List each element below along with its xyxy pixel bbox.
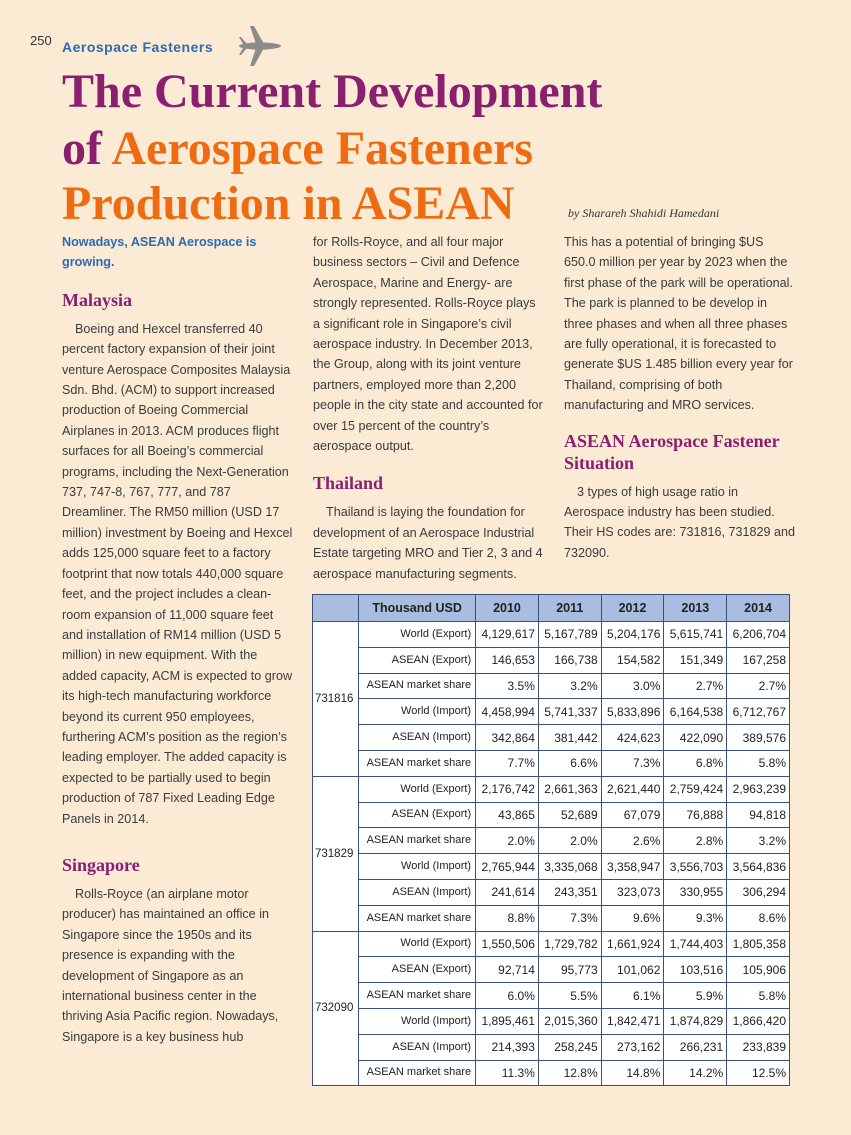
- value-cell: 2.6%: [601, 828, 664, 854]
- value-cell: 5,204,176: [601, 622, 664, 648]
- row-label-cell: World (Export): [359, 622, 476, 648]
- value-cell: 424,623: [601, 725, 664, 751]
- value-cell: 4,129,617: [476, 622, 539, 648]
- value-cell: 2,963,239: [727, 776, 790, 802]
- value-cell: 2.0%: [538, 828, 601, 854]
- table-row: [313, 750, 790, 776]
- value-cell: 95,773: [538, 957, 601, 983]
- hs-code-cell: 731816: [313, 622, 359, 777]
- value-cell: 5.8%: [727, 750, 790, 776]
- value-cell: 1,895,461: [476, 1008, 539, 1034]
- page-number: 250: [30, 33, 52, 48]
- table-row: [313, 905, 790, 931]
- table-row: [313, 879, 790, 905]
- value-cell: 6,164,538: [664, 699, 727, 725]
- value-cell: 2,176,742: [476, 776, 539, 802]
- value-cell: 233,839: [727, 1034, 790, 1060]
- row-label-cell: ASEAN (Import): [359, 879, 476, 905]
- value-cell: 2.0%: [476, 828, 539, 854]
- value-cell: 273,162: [601, 1034, 664, 1060]
- table-row: [313, 828, 790, 854]
- value-cell: 14.2%: [664, 1060, 727, 1086]
- value-cell: 5.9%: [664, 983, 727, 1009]
- value-cell: 214,393: [476, 1034, 539, 1060]
- value-cell: 3,556,703: [664, 854, 727, 880]
- value-cell: 92,714: [476, 957, 539, 983]
- header-cell-empty: [313, 595, 359, 622]
- value-cell: 2,759,424: [664, 776, 727, 802]
- section-label: Aerospace Fasteners: [62, 39, 214, 55]
- table-row: [313, 776, 790, 802]
- value-cell: 8.6%: [727, 905, 790, 931]
- row-label-cell: ASEAN (Import): [359, 725, 476, 751]
- column-2: [313, 232, 545, 584]
- value-cell: 7.3%: [601, 750, 664, 776]
- value-cell: 2,621,440: [601, 776, 664, 802]
- value-cell: 3.2%: [727, 828, 790, 854]
- value-cell: 2.7%: [727, 673, 790, 699]
- value-cell: 1,842,471: [601, 1008, 664, 1034]
- malaysia-paragraph: Boeing and Hexcel transferred 40 percent factory expansion of their joint venture Aerospace Composites Malaysia Sdn. Bhd. (ACM) to support increased production of Boeing Commercial Airplanes in 2013. ACM produces flight surfaces for all Boeing’s commercial programs, including the Next-Generation 737, 747-8, 767, 777, and 787 Dreamliner. The RM50 million (USD 17 million) investment by Boeing and Hexcel adds 125,000 square feet to a factory footprint that now totals 440,000 square feet, and the project includes a clean-room expansion of 11,000 square feet and installation of RM14 million (USD 5 million) in new equipment. With the added capacity, ACM is expected to grow its high-tech manufacturing workforce beyond its current 950 employees, furthering ACM’s position as the region’s leading employer. The added capacity is expected to be partially used to begin production of 787 Fixed Leading Edge Panels in 2014.: [62, 321, 293, 826]
- header-cell-year: 2014: [727, 595, 790, 622]
- value-cell: 12.5%: [727, 1060, 790, 1086]
- row-label-cell: ASEAN (Export): [359, 802, 476, 828]
- table-row: [313, 957, 790, 983]
- value-cell: 3,358,947: [601, 854, 664, 880]
- value-cell: 8.8%: [476, 905, 539, 931]
- value-cell: 241,614: [476, 879, 539, 905]
- value-cell: 167,258: [727, 647, 790, 673]
- value-cell: 67,079: [601, 802, 664, 828]
- value-cell: 11.3%: [476, 1060, 539, 1086]
- value-cell: 389,576: [727, 725, 790, 751]
- value-cell: 154,582: [601, 647, 664, 673]
- title-line-2: [62, 123, 533, 175]
- value-cell: 12.8%: [538, 1060, 601, 1086]
- value-cell: 2,765,944: [476, 854, 539, 880]
- value-cell: 94,818: [727, 802, 790, 828]
- row-label-cell: ASEAN market share: [359, 828, 476, 854]
- value-cell: 5,741,337: [538, 699, 601, 725]
- thailand-paragraph: Thailand is laying the foundation for development of an Aerospace Industrial Estate targeting MRO and Tier 2, 3 and 4 aerospace manufacturing segments.: [313, 505, 543, 581]
- rolls-royce-paragraph: for Rolls-Royce, and all four major business sectors – Civil and Defence Aerospace, Marine and Energy- are strongly represented. Rolls-Royce plays a significant role in Singapore’s civil aerospace industry. In December 2013, the Group, along with its joint venture partners, employed more than 2,200 people in the city state and accounted for over 15 percent of the country’s aerospace output.: [313, 235, 543, 454]
- asean-fastener-paragraph: 3 types of high usage ratio in Aerospace industry has been studied. Their HS codes are: 731816, 731829 and 732090.: [564, 484, 796, 560]
- airplane-icon: [238, 24, 284, 68]
- row-label-cell: ASEAN market share: [359, 983, 476, 1009]
- fastener-trade-table: [312, 594, 790, 1086]
- value-cell: 6.0%: [476, 983, 539, 1009]
- title-line-2-prefix: of: [62, 122, 112, 175]
- value-cell: 2.7%: [664, 673, 727, 699]
- value-cell: 306,294: [727, 879, 790, 905]
- value-cell: 2,661,363: [538, 776, 601, 802]
- value-cell: 4,458,994: [476, 699, 539, 725]
- value-cell: 6.8%: [664, 750, 727, 776]
- value-cell: 266,231: [664, 1034, 727, 1060]
- header-cell-unit: Thousand USD: [359, 595, 476, 622]
- value-cell: 6,712,767: [727, 699, 790, 725]
- row-label-cell: ASEAN (Export): [359, 957, 476, 983]
- value-cell: 9.3%: [664, 905, 727, 931]
- value-cell: 2,015,360: [538, 1008, 601, 1034]
- lead-paragraph: Nowadays, ASEAN Aerospace is growing.: [62, 235, 257, 270]
- column-1: [62, 232, 294, 1047]
- value-cell: 166,738: [538, 647, 601, 673]
- value-cell: 6,206,704: [727, 622, 790, 648]
- value-cell: 3,335,068: [538, 854, 601, 880]
- table-row: [313, 647, 790, 673]
- value-cell: 5.5%: [538, 983, 601, 1009]
- value-cell: 43,865: [476, 802, 539, 828]
- value-cell: 76,888: [664, 802, 727, 828]
- table-row: [313, 699, 790, 725]
- value-cell: 5,833,896: [601, 699, 664, 725]
- value-cell: 5,615,741: [664, 622, 727, 648]
- value-cell: 2.8%: [664, 828, 727, 854]
- hs-code-cell: 731829: [313, 776, 359, 931]
- malaysia-heading: Malaysia: [62, 289, 132, 310]
- singapore-paragraph: Rolls-Royce (an airplane motor producer) has maintained an office in Singapore since the 1950s and its presence is expanding with the development of Singapore as an international business center in the thriving Asia Pacific region. Nowadays, Singapore is a key business hub: [62, 886, 279, 1044]
- value-cell: 323,073: [601, 879, 664, 905]
- value-cell: 151,349: [664, 647, 727, 673]
- value-cell: 6.6%: [538, 750, 601, 776]
- table-row: [313, 983, 790, 1009]
- thailand-continued-paragraph: This has a potential of bringing $US 650.0 million per year by 2023 when the first phase of the park will be operational. The park is planned to be develop in three phases and when all three phases are fully operational, it is forecasted to generate $US 1.485 billion every year for Thailand, comprising of both manufacturing and MRO services.: [564, 235, 793, 413]
- row-label-cell: ASEAN market share: [359, 905, 476, 931]
- value-cell: 146,653: [476, 647, 539, 673]
- value-cell: 381,442: [538, 725, 601, 751]
- header-cell-year: 2011: [538, 595, 601, 622]
- row-label-cell: ASEAN (Export): [359, 647, 476, 673]
- value-cell: 103,516: [664, 957, 727, 983]
- table-row: [313, 931, 790, 957]
- row-label-cell: ASEAN market share: [359, 750, 476, 776]
- row-label-cell: World (Import): [359, 854, 476, 880]
- table-row: [313, 1008, 790, 1034]
- value-cell: 1,874,829: [664, 1008, 727, 1034]
- row-label-cell: World (Import): [359, 699, 476, 725]
- table-row: [313, 1060, 790, 1086]
- value-cell: 330,955: [664, 879, 727, 905]
- value-cell: 422,090: [664, 725, 727, 751]
- row-label-cell: ASEAN (Import): [359, 1034, 476, 1060]
- value-cell: 5,167,789: [538, 622, 601, 648]
- row-label-cell: ASEAN market share: [359, 673, 476, 699]
- value-cell: 3.5%: [476, 673, 539, 699]
- value-cell: 3.0%: [601, 673, 664, 699]
- table-row: [313, 622, 790, 648]
- table-row: [313, 802, 790, 828]
- thailand-heading: Thailand: [313, 473, 384, 494]
- value-cell: 1,729,782: [538, 931, 601, 957]
- title-line-2-accent: Aerospace Fasteners: [111, 122, 534, 175]
- value-cell: 7.7%: [476, 750, 539, 776]
- header-cell-year: 2012: [601, 595, 664, 622]
- value-cell: 6.1%: [601, 983, 664, 1009]
- row-label-cell: ASEAN market share: [359, 1060, 476, 1086]
- row-label-cell: World (Import): [359, 1008, 476, 1034]
- value-cell: 101,062: [601, 957, 664, 983]
- table-row: [313, 1034, 790, 1060]
- table-row: [313, 854, 790, 880]
- table-header-row: [313, 595, 790, 622]
- value-cell: 5.8%: [727, 983, 790, 1009]
- row-label-cell: World (Export): [359, 931, 476, 957]
- header-cell-year: 2010: [476, 595, 539, 622]
- value-cell: 3.2%: [538, 673, 601, 699]
- value-cell: 52,689: [538, 802, 601, 828]
- asean-fastener-heading: ASEAN Aerospace Fastener Situation: [564, 430, 780, 473]
- singapore-heading: Singapore: [62, 854, 140, 875]
- hs-code-cell: 732090: [313, 931, 359, 1086]
- value-cell: 342,864: [476, 725, 539, 751]
- byline: by Sharareh Shahidi Hamedani: [568, 206, 720, 220]
- table-row: [313, 725, 790, 751]
- value-cell: 105,906: [727, 957, 790, 983]
- value-cell: 3,564,836: [727, 854, 790, 880]
- value-cell: 14.8%: [601, 1060, 664, 1086]
- value-cell: 1,744,403: [664, 931, 727, 957]
- title-line-3: Production in ASEAN: [62, 177, 515, 230]
- value-cell: 243,351: [538, 879, 601, 905]
- row-label-cell: World (Export): [359, 776, 476, 802]
- value-cell: 258,245: [538, 1034, 601, 1060]
- table-row: [313, 673, 790, 699]
- value-cell: 7.3%: [538, 905, 601, 931]
- value-cell: 9.6%: [601, 905, 664, 931]
- header-cell-year: 2013: [664, 595, 727, 622]
- title-line-1: The Current Development: [62, 65, 603, 118]
- value-cell: 1,805,358: [727, 931, 790, 957]
- value-cell: 1,866,420: [727, 1008, 790, 1034]
- value-cell: 1,661,924: [601, 931, 664, 957]
- column-3: [564, 232, 796, 563]
- value-cell: 1,550,506: [476, 931, 539, 957]
